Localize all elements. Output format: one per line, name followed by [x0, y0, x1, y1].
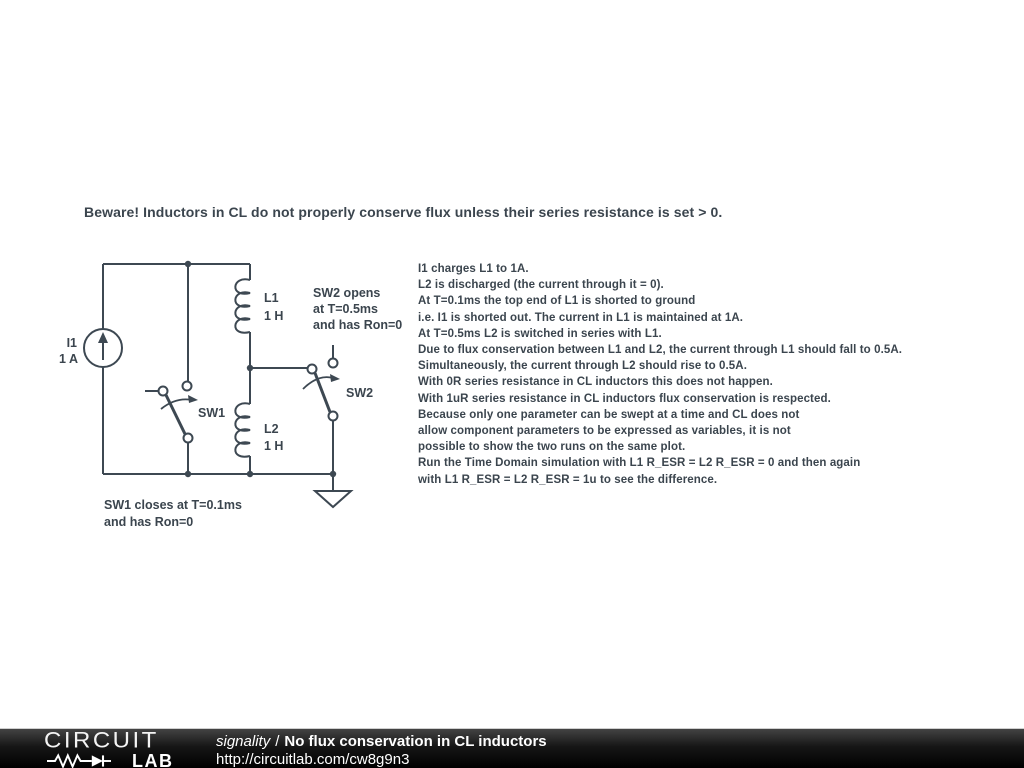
- logo-circuit-text: CIRCUIT: [44, 728, 159, 753]
- description-line: L2 is discharged (the current through it = 0).: [418, 279, 664, 292]
- switch-sw2: [303, 359, 340, 421]
- project-title-line: [216, 733, 547, 751]
- inductor-l2-coil: [235, 403, 250, 456]
- author-name: signality: [216, 733, 271, 750]
- description-line: allow component parameters to be expressed as variables, it is not: [418, 425, 791, 438]
- description-line: Due to flux conservation between L1 and L2, the current through L1 should fall to 0.5A.: [418, 344, 903, 357]
- junction-dot: [330, 471, 336, 477]
- sw2-note-line: and has Ron=0: [313, 318, 403, 332]
- sw1-pivot-terminal: [159, 387, 168, 396]
- junction-dot: [247, 471, 253, 477]
- logo-lab-text: LAB: [132, 751, 174, 768]
- sw2-left-terminal: [308, 365, 317, 374]
- sw2-note-line: at T=0.5ms: [313, 302, 378, 316]
- description-line: At T=0.5ms L2 is switched in series with L1.: [418, 327, 662, 340]
- sw2-bottom-terminal: [329, 412, 338, 421]
- footer-bar: [0, 728, 1024, 768]
- current-source-i1: [84, 329, 122, 367]
- sw1-actuator-arc: [161, 399, 192, 409]
- inductor-l1-coil: [235, 279, 250, 332]
- label-l2-ref: L2: [264, 422, 279, 436]
- label-l1-ref: L1: [264, 291, 279, 305]
- label-sw1-ref: SW1: [198, 406, 226, 420]
- description-line: Simultaneously, the current through L2 should rise to 0.5A.: [418, 360, 748, 373]
- footer-meta: [216, 733, 547, 768]
- switch-sw1: [159, 382, 199, 443]
- description-line: With 1uR series resistance in CL inductors flux conservation is respected.: [418, 392, 831, 405]
- circuitlab-logo: [44, 730, 174, 768]
- junction-dot: [247, 365, 253, 371]
- warning-text: Beware! Inductors in CL do not properly conserve flux unless their series resistance is set > 0.: [84, 204, 723, 220]
- sw1-actuator-arrow-icon: [188, 395, 198, 403]
- description-line: Because only one parameter can be swept at a time and CL does not: [418, 408, 800, 421]
- description-line: Run the Time Domain simulation with L1 R_ESR = L2 R_ESR = 0 and then again: [418, 457, 861, 470]
- sw2-open-terminal: [329, 359, 338, 368]
- circuit-labels: [59, 286, 402, 529]
- circuit-wires: [103, 264, 333, 491]
- sw2-note-line: SW2 opens: [313, 286, 381, 300]
- ground-icon: [315, 491, 351, 507]
- label-i1-value: 1 A: [59, 352, 78, 366]
- junction-dot: [185, 261, 191, 267]
- sw1-note-line: SW1 closes at T=0.1ms: [104, 498, 242, 512]
- description-line: I1 charges L1 to 1A.: [418, 263, 529, 275]
- project-url[interactable]: http://circuitlab.com/cw8g9n3: [216, 751, 410, 768]
- sw1-top-terminal: [183, 382, 192, 391]
- resistor-diode-icon: [44, 753, 130, 768]
- description-line: With 0R series resistance in CL inductors this does not happen.: [418, 376, 773, 389]
- label-i1-ref: I1: [66, 336, 77, 350]
- sw1-note-line: and has Ron=0: [104, 515, 194, 529]
- label-sw2-ref: SW2: [346, 386, 374, 400]
- description-line: possible to show the two runs on the same plot.: [418, 441, 686, 454]
- description-line: i.e. I1 is shorted out. The current in L1 is maintained at 1A.: [418, 311, 744, 324]
- description-block: [418, 261, 902, 488]
- title-separator: /: [275, 733, 280, 750]
- sw1-bottom-terminal: [184, 434, 193, 443]
- junction-dot: [185, 471, 191, 477]
- label-l1-value: 1 H: [264, 309, 284, 323]
- sw2-actuator-arrow-icon: [330, 374, 340, 382]
- label-l2-value: 1 H: [264, 439, 284, 453]
- description-line: with L1 R_ESR = L2 R_ESR = 1u to see the difference.: [418, 473, 718, 486]
- project-title: No flux conservation in CL inductors: [284, 733, 547, 750]
- description-line: At T=0.1ms the top end of L1 is shorted to ground: [418, 295, 696, 308]
